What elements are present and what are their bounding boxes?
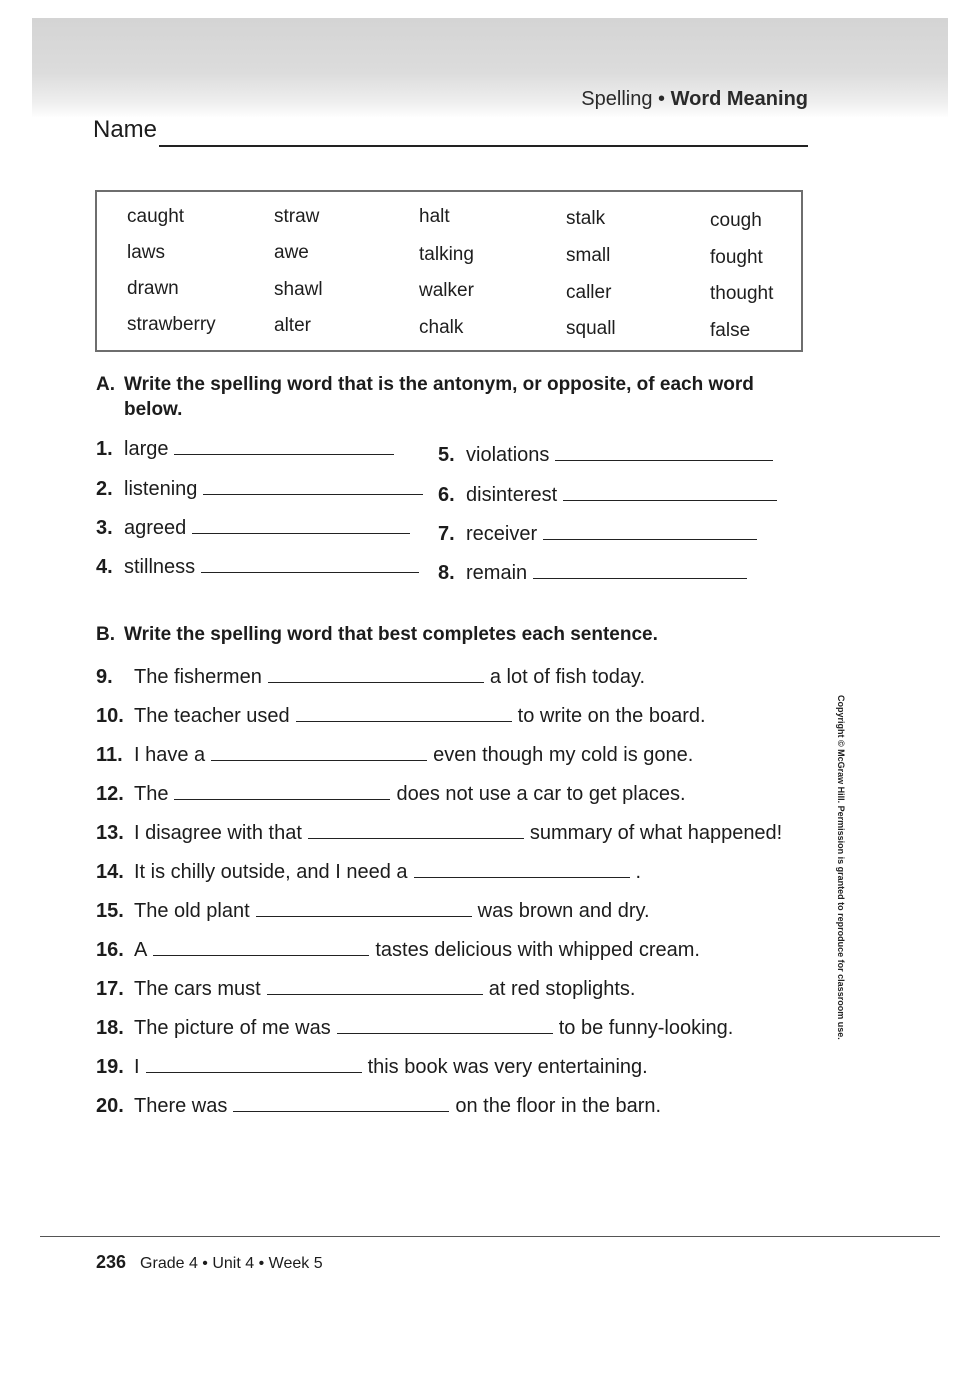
footer-divider xyxy=(40,1236,940,1237)
word-bank xyxy=(95,190,803,352)
category-label: Spelling xyxy=(581,88,653,110)
answer-blank[interactable] xyxy=(192,532,410,534)
word-bank-item: awe xyxy=(274,242,309,263)
sentence-item: 13. I disagree with that summary of what happened! xyxy=(96,822,783,844)
section-a-line-1: Write the spelling word that is the antonym, or opposite, of each word xyxy=(124,374,754,395)
page-number: 236 xyxy=(96,1252,127,1272)
header-separator: • xyxy=(652,88,671,110)
copyright-notice: Copyright © McGraw Hill. Permission is granted to reproduce for classroom use. xyxy=(836,695,846,1040)
antonym-word: remain xyxy=(466,562,528,584)
answer-blank[interactable] xyxy=(174,453,394,455)
sentence-item: 12. The does not use a car to get places. xyxy=(96,783,686,805)
header-band xyxy=(32,18,948,118)
sentence-item: 9. The fishermen a lot of fish today. xyxy=(96,666,646,688)
section-b-letter: B. xyxy=(96,624,115,645)
answer-blank[interactable] xyxy=(203,493,423,495)
word-bank-item: laws xyxy=(127,242,166,263)
answer-blank[interactable] xyxy=(533,577,747,579)
answer-blank[interactable] xyxy=(563,499,777,501)
word-bank-item: strawberry xyxy=(127,314,216,335)
answer-blank[interactable] xyxy=(268,681,484,683)
section-a-line-2: below. xyxy=(124,399,183,420)
antonym-item: 1. large xyxy=(96,438,394,461)
sentence-item: 11. I have a even though my cold is gone. xyxy=(96,744,694,766)
section-b-text: Write the spelling word that best completes each sentence. xyxy=(124,624,658,645)
answer-blank[interactable] xyxy=(555,459,773,461)
answer-blank[interactable] xyxy=(414,876,630,878)
sentence-item: 10. The teacher used to write on the board. xyxy=(96,705,706,727)
word-bank-item: thought xyxy=(710,283,774,304)
word-bank-item: alter xyxy=(274,315,311,336)
answer-blank[interactable] xyxy=(201,571,419,573)
antonym-item: 3. agreed xyxy=(96,517,410,540)
word-bank-item: straw xyxy=(274,206,320,227)
antonym-word: agreed xyxy=(124,517,187,539)
sentence-item: 15. The old plant was brown and dry. xyxy=(96,900,650,922)
section-b-instruction xyxy=(96,622,658,647)
grade-info: Grade 4 • Unit 4 • Week 5 xyxy=(140,1255,323,1272)
antonym-word: large xyxy=(124,438,169,460)
antonym-item: 8. remain xyxy=(438,562,747,585)
page-footer xyxy=(96,1252,323,1273)
antonym-item: 2. listening xyxy=(96,478,423,501)
page-category-header xyxy=(581,88,808,111)
word-bank-item: small xyxy=(566,245,611,266)
word-bank-item: fought xyxy=(710,247,763,268)
word-bank-item: talking xyxy=(419,244,474,265)
name-field xyxy=(93,116,808,152)
section-a-instruction xyxy=(96,372,754,422)
sentence-item: 19. I this book was very entertaining. xyxy=(96,1056,648,1078)
answer-blank[interactable] xyxy=(267,993,483,995)
word-bank-item: false xyxy=(710,320,751,341)
word-bank-item: chalk xyxy=(419,317,464,338)
sentence-item: 17. The cars must at red stoplights. xyxy=(96,978,636,1000)
sentence-item: 20. There was on the floor in the barn. xyxy=(96,1095,662,1117)
antonym-word: receiver xyxy=(466,523,538,545)
antonym-word: stillness xyxy=(124,556,196,578)
name-blank[interactable] xyxy=(159,145,808,147)
answer-blank[interactable] xyxy=(174,798,390,800)
answer-blank[interactable] xyxy=(296,720,512,722)
answer-blank[interactable] xyxy=(153,954,369,956)
answer-blank[interactable] xyxy=(233,1110,449,1112)
section-a-letter: A. xyxy=(96,374,115,395)
answer-blank[interactable] xyxy=(337,1032,553,1034)
name-label: Name xyxy=(93,116,158,143)
answer-blank[interactable] xyxy=(543,538,757,540)
sentence-item: 14. It is chilly outside, and I need a . xyxy=(96,861,642,883)
antonym-item: 4. stillness xyxy=(96,556,419,579)
sentence-item: 16. A tastes delicious with whipped cream. xyxy=(96,939,700,961)
sentence-item: 18. The picture of me was to be funny-looking. xyxy=(96,1017,734,1039)
antonym-item: 5. violations xyxy=(438,444,773,467)
antonym-word: violations xyxy=(466,444,550,466)
word-bank-item: shawl xyxy=(274,279,323,300)
antonym-item: 7. receiver xyxy=(438,523,757,546)
word-bank-item: stalk xyxy=(566,208,606,229)
antonym-word: disinterest xyxy=(466,484,558,506)
word-bank-item: walker xyxy=(419,280,474,301)
word-bank-item: halt xyxy=(419,206,450,227)
answer-blank[interactable] xyxy=(146,1071,362,1073)
word-bank-item: cough xyxy=(710,210,762,231)
word-bank-item: squall xyxy=(566,318,616,339)
word-bank-item: caught xyxy=(127,206,185,227)
antonym-item: 6. disinterest xyxy=(438,484,777,507)
answer-blank[interactable] xyxy=(211,759,427,761)
word-bank-item: drawn xyxy=(127,278,179,299)
answer-blank[interactable] xyxy=(308,837,524,839)
antonym-word: listening xyxy=(124,478,198,500)
word-bank-item: caller xyxy=(566,282,612,303)
answer-blank[interactable] xyxy=(256,915,472,917)
topic-label: Word Meaning xyxy=(670,88,808,110)
